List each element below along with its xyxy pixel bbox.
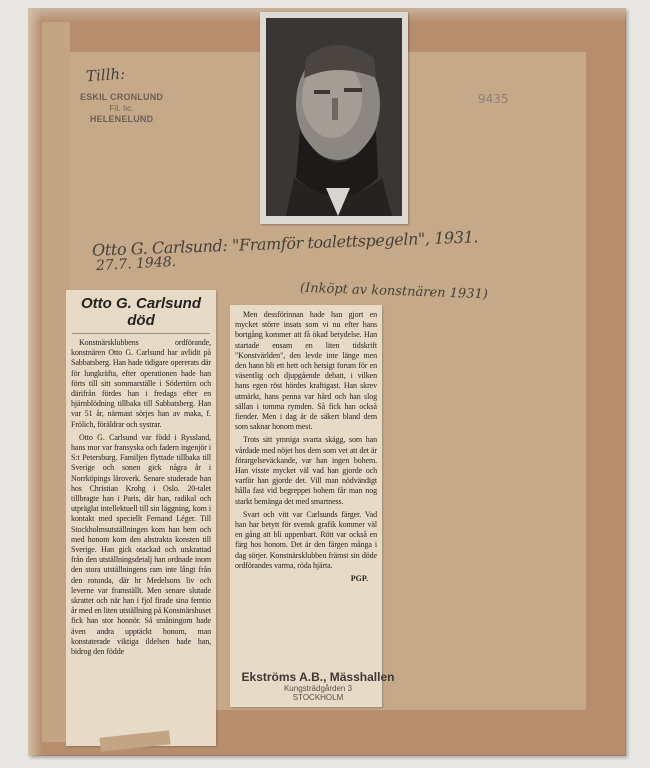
gallery-label — [228, 670, 408, 702]
artwork-inscription: Otto G. Carlsund: "Framför toalettspegeln", 1931. — [91, 227, 479, 260]
portrait-photo — [266, 18, 402, 216]
pencil-number: 9435 — [478, 92, 509, 106]
obituary-paragraph: Konstnärsklubbens ordförande, konstnären Otto G. Carlsund har avlidit på Sabbatsberg. Han hade tidigare opererats där för lungkräfta, efter operationen hade han förts till sitt sommarställe i Södertörn och därifrån fördes han i fredags efter en hjärnblödning tillbaka till Sabbatsberg. Han var 51 år, närmast sörjes han av maka, f. Frölich, föräldrar och systrar. — [71, 338, 211, 429]
owner-title: Fil. lic. — [109, 104, 134, 113]
gallery-city: STOCKHOLM — [292, 693, 344, 702]
obituary-paragraph: Otto G. Carlsund var född i Ryssland, hans mor var fransyska och fadern ingenjör i S:t Petersburg. Familjen flyttade tillbaka till Sverige och sonen gick några år i Norrköpings läroverk. Senare studerade han hos Christian Krohg i Oslo. 20-talet tillbragte han i Paris, där han, radikal och utpräglat intellektuell till sin läggning, kom i kontakt med speciellt Fernand Léger. Till Stockholmsutställningen kom han hem och med honom kom den abstrakta konsten till Sverige. Han gick otackad och utskrattad från den utställningsdetalj han ordnade inom den stora utställningens ram inte långt från den rotunda, där hr Medelsons liv och leverne var framställt. Men senare slutade skrattet och när han i fjol firade sina femtio år med en liten utställning på Konstnärshuset fick han stor honnör. Så småningom hade även andra upptäckt honom, man konstaterade viktiga ildelsen hade han, bidrog den födde — [71, 432, 211, 657]
owner-heading: Tillh: — [85, 64, 126, 86]
gallery-name: Ekströms A.B., Mässhallen — [241, 670, 395, 684]
owner-place: HELENELUND — [89, 114, 154, 124]
obituary-paragraph: Trots sitt ymniga svarta skägg, som han vårdade med nöjet hos dem som vet att det är förargelseväckande, var han ingen bohem. Han visste mycket väl vad han gjorde och varför han gjorde det. Vill man nödvändigt hålla fast vid begreppet bohem får man nog starkt bemänga det med smartness. — [235, 435, 377, 506]
obituary-headline: Otto G. Carlsund död — [81, 295, 201, 329]
portrait-clipping — [260, 12, 408, 224]
worn-left-edge — [28, 8, 42, 756]
inscription-date: 27.7. 1948. — [95, 253, 177, 275]
obituary-paragraph: Svart och vitt var Carlsunds färger. Vad han har betytt för svensk grafik kommer väl en gång att bli uppenbart. Rött var också en färg hos honom. Det är den färgen många i dag sörjer. Konstnärsklubben främst sin döde ordförandes varma, röda hjärta. — [235, 509, 377, 570]
owner-stamp — [80, 92, 163, 125]
author-signature: PGP. — [350, 574, 368, 584]
obituary-paragraph: Men dessförinnan hade han gjort en mycket större insats som vi nu efter hans bortgång kommer att få ökad betydelse. Han startade ensam en liten tidskrift "Konstvärlden", den levde inte länge men den hann bli ett hett och hetsigt forum för en väsentlig och djupgående debatt, i vilken hans egen röst hördes kraftigast. Han skrev utmärkt, hans penna var hård och han slog sällan i tomma rymden. Så fick han också fiender. Men i dag är de säkert bland dem som saknar honom mest. — [235, 310, 377, 432]
purchase-note: (Inköpt av konstnären 1931) — [299, 280, 489, 303]
headline-rule — [72, 333, 210, 334]
gallery-street: Kungsträdgården 3 — [283, 684, 353, 693]
owner-name: ESKIL CRONLUND — [80, 92, 164, 102]
obituary-clipping-left — [66, 290, 216, 746]
obituary-clipping-right — [230, 305, 382, 707]
